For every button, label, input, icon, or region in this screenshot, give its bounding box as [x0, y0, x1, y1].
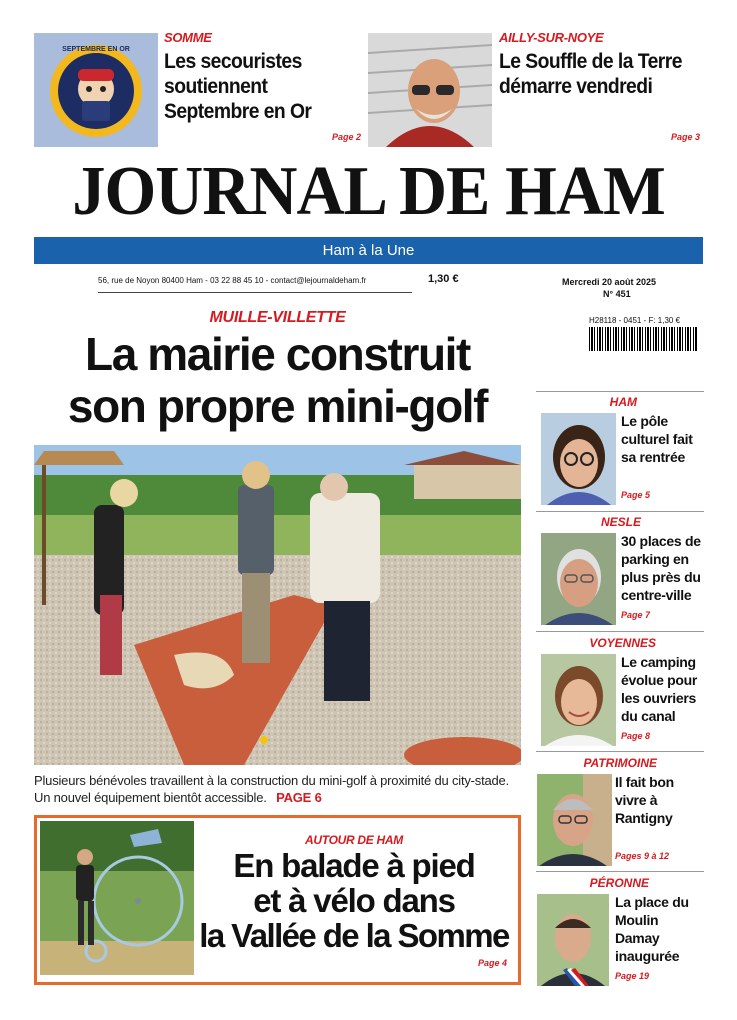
info-underline	[98, 292, 412, 293]
feature-title-line1[interactable]: En balade à pied	[233, 847, 475, 884]
lead-caption	[34, 772, 521, 806]
feature-kicker: AUTOUR DE HAM	[305, 833, 403, 847]
teaser-ailly-title[interactable]: Le Souffle de la Terre démarre vendredi	[499, 50, 682, 98]
sidebar-separator	[536, 751, 704, 752]
sidebar-item-patrimoine-title[interactable]: Il fait bon vivre à Rantigny	[615, 774, 674, 826]
sidebar-item-nesle-title[interactable]: 30 places de parking en plus près du centre-ville	[621, 533, 701, 603]
masthead-title: JOURNAL DE HAM	[72, 153, 665, 230]
woman-portrait-icon	[541, 654, 616, 746]
bald-man-portrait-icon	[368, 33, 492, 147]
woman-glasses-portrait-icon	[541, 413, 616, 505]
teaser-somme-page[interactable]: Page 2	[332, 132, 362, 142]
address-line: 56, rue de Noyon 80400 Ham - 03 22 88 45 10 - contact@lejournaldeham.fr	[98, 276, 367, 285]
lead-headline-line1[interactable]: La mairie construit	[85, 328, 470, 380]
feature-title-line2[interactable]: et à vélo dans	[253, 882, 455, 919]
feature-photo[interactable]	[40, 821, 194, 975]
lead-caption-page[interactable]: PAGE 6	[276, 790, 322, 805]
man-glasses-portrait-icon	[537, 774, 612, 866]
lead-photo[interactable]	[34, 445, 521, 765]
badge-text: SEPTEMBRE EN OR	[62, 46, 130, 53]
sidebar-item-nesle-kicker: NESLE	[600, 515, 641, 529]
feature-page[interactable]: Page 4	[478, 958, 508, 968]
lead-caption-text: Plusieurs bénévoles travaillent à la construction du mini-golf à proximité du city-stade. Un nouvel équipement bientôt accessible.	[34, 773, 509, 805]
teaser-somme-title[interactable]: Les secouristes soutiennent Septembre en Or	[164, 50, 312, 123]
sidebar-separator	[536, 511, 704, 512]
teaser-ailly-kicker: AILLY-SUR-NOYE	[499, 30, 604, 45]
teaser-ailly-page[interactable]: Page 3	[671, 132, 701, 142]
sidebar-item-voyennes-photo[interactable]	[541, 654, 616, 746]
sidebar-separator	[536, 631, 704, 632]
feature-title-line3[interactable]: la Vallée de la Somme	[199, 917, 509, 954]
sidebar-item-peronne-photo[interactable]	[537, 894, 609, 986]
sidebar-item-voyennes-page[interactable]: Page 8	[621, 731, 651, 741]
sidebar-item-nesle-photo[interactable]	[541, 533, 616, 625]
teaser-somme-photo[interactable]	[34, 33, 158, 147]
sidebar-item-voyennes-kicker: VOYENNES	[589, 636, 656, 650]
masthead-band: Ham à la Une	[34, 237, 703, 264]
lead-kicker: MUILLE-VILLETTE	[209, 309, 346, 326]
sidebar-separator	[536, 391, 704, 392]
mini-golf-photo-icon	[34, 445, 521, 765]
sidebar-item-ham-page[interactable]: Page 5	[621, 490, 651, 500]
man-sash-portrait-icon	[537, 894, 609, 986]
teaser-somme-kicker: SOMME	[164, 30, 212, 45]
barcode-text: H28118 - 0451 - F: 1,30 €	[589, 316, 681, 325]
penny-farthing-cyclist-photo-icon	[40, 821, 194, 975]
sidebar-item-peronne-page[interactable]: Page 19	[615, 971, 650, 981]
sidebar-item-ham-photo[interactable]	[541, 413, 616, 505]
barcode	[589, 327, 697, 351]
sidebar-item-voyennes-title[interactable]: Le camping évolue pour les ouvriers du canal	[621, 654, 698, 724]
sidebar-item-patrimoine-kicker: PATRIMOINE	[583, 756, 657, 770]
sidebar-item-peronne-title[interactable]: La place du Moulin Damay inaugurée	[615, 894, 689, 964]
price: 1,30 €	[428, 273, 459, 285]
issue-date: Mercredi 20 août 2025	[562, 277, 657, 287]
sidebar-item-ham-title[interactable]: Le pôle culturel fait sa rentrée	[621, 413, 693, 465]
sidebar-item-nesle-page[interactable]: Page 7	[621, 610, 651, 620]
teaser-ailly-photo[interactable]	[368, 33, 492, 147]
sidebar-item-ham-kicker: HAM	[609, 395, 637, 409]
lead-headline-line2[interactable]: son propre mini-golf	[67, 380, 488, 432]
older-man-portrait-icon	[541, 533, 616, 625]
sidebar-item-patrimoine-photo[interactable]	[537, 774, 612, 866]
sidebar-separator	[536, 871, 704, 872]
issue-number: N° 451	[603, 289, 631, 299]
sidebar-item-patrimoine-page[interactable]: Pages 9 à 12	[615, 851, 670, 861]
sidebar-item-peronne-kicker: PÉRONNE	[589, 876, 649, 890]
